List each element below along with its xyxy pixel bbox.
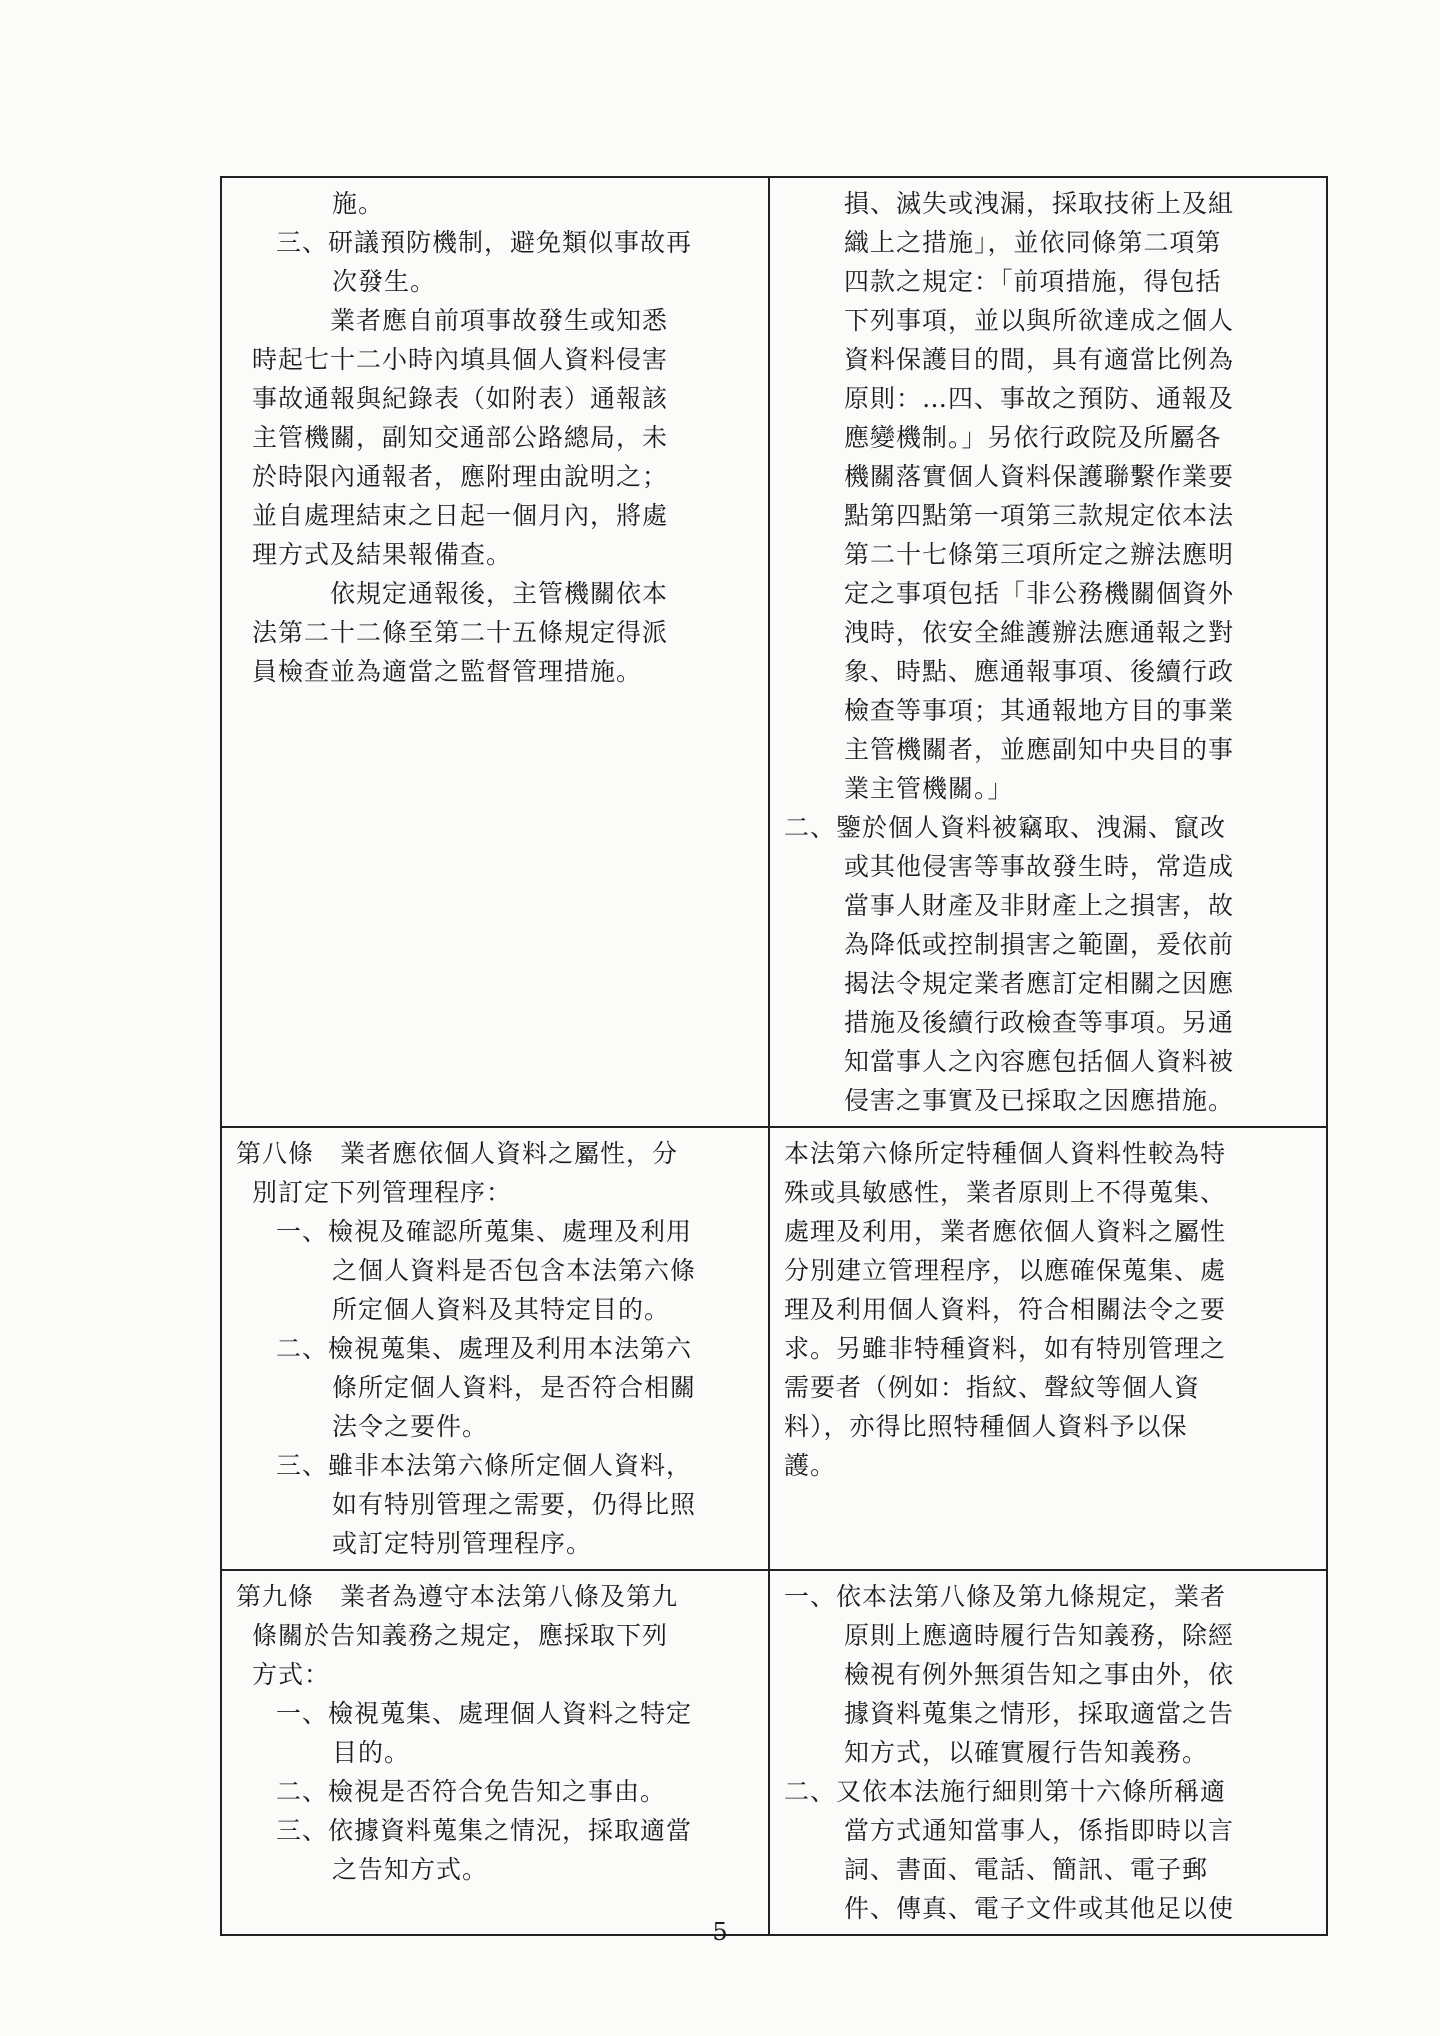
text-line: 時起七十二小時內填具個人資料侵害	[252, 345, 669, 374]
text-line: 檢視有例外無須告知之事由外，依	[844, 1660, 1235, 1689]
text-line: 或訂定特別管理程序。	[332, 1529, 593, 1558]
text-line: 條所定個人資料，是否符合相關	[332, 1373, 697, 1402]
text-line: 二、又依本法施行細則第十六條所稱適	[784, 1777, 1227, 1806]
text-line: 點第四點第一項第三款規定依本法	[844, 501, 1235, 530]
explanation-cell	[769, 1570, 1327, 1935]
text-line: 損、滅失或洩漏，採取技術上及組	[844, 189, 1235, 218]
text-line: 件、傳真、電子文件或其他足以使	[844, 1894, 1235, 1923]
text-line: 處理及利用，業者應依個人資料之屬性	[784, 1217, 1227, 1246]
text-line: 知方式，以確實履行告知義務。	[844, 1738, 1209, 1767]
text-line: 第二十七條第三項所定之辦法應明	[844, 540, 1235, 569]
text-line: 檢查等事項；其通報地方目的事業	[844, 696, 1235, 725]
text-line: 並自處理結束之日起一個月內，將處	[252, 501, 669, 530]
text-line: 之告知方式。	[332, 1855, 489, 1884]
text-line: 一、檢視及確認所蒐集、處理及利用	[276, 1217, 693, 1246]
text-line: 求。另雖非特種資料，如有特別管理之	[784, 1334, 1227, 1363]
text-line: 當事人財產及非財產上之損害，故	[844, 891, 1235, 920]
text-line: 方式：	[252, 1660, 331, 1689]
text-line: 揭法令規定業者應訂定相關之因應	[844, 969, 1235, 998]
text-line: 二、鑒於個人資料被竊取、洩漏、竄改	[784, 813, 1227, 842]
text-line: 三、雖非本法第六條所定個人資料，	[276, 1451, 693, 1480]
table-row	[221, 1127, 1327, 1570]
text-line: 機關落實個人資料保護聯繫作業要	[844, 462, 1235, 491]
text-line: 別訂定下列管理程序：	[252, 1178, 513, 1207]
text-line: 二、檢視蒐集、處理及利用本法第六	[276, 1334, 693, 1363]
text-line: 洩時，依安全維護辦法應通報之對	[844, 618, 1235, 647]
text-line: 本法第六條所定特種個人資料性較為特	[784, 1139, 1227, 1168]
text-line: 目的。	[332, 1738, 411, 1767]
text-line: 為降低或控制損害之範圍，爰依前	[844, 930, 1235, 959]
text-line: 依規定通報後，主管機關依本	[330, 579, 669, 608]
text-line: 知當事人之內容應包括個人資料被	[844, 1047, 1235, 1076]
text-line: 事故通報與紀錄表（如附表）通報該	[252, 384, 669, 413]
text-line: 條關於告知義務之規定，應採取下列	[252, 1621, 669, 1650]
text-line: 法第二十二條至第二十五條規定得派	[252, 618, 669, 647]
text-line: 需要者（例如：指紋、聲紋等個人資	[784, 1373, 1201, 1402]
text-line: 業者應自前項事故發生或知悉	[330, 306, 669, 335]
text-line: 或其他侵害等事故發生時，常造成	[844, 852, 1235, 881]
text-line: 如有特別管理之需要，仍得比照	[332, 1490, 697, 1519]
text-line: 侵害之事實及已採取之因應措施。	[844, 1086, 1235, 1115]
text-line: 四款之規定：「前項措施，得包括	[844, 267, 1222, 296]
text-line: 三、研議預防機制，避免類似事故再	[276, 228, 693, 257]
text-line: 殊或具敏感性，業者原則上不得蒐集、	[784, 1178, 1227, 1207]
text-line: 理方式及結果報備查。	[252, 540, 513, 569]
text-line: 當方式通知當事人，係指即時以言	[844, 1816, 1235, 1845]
table-row	[221, 177, 1327, 1127]
provision-cell	[221, 1570, 769, 1935]
text-line: 原則：…四、事故之預防、通報及	[844, 384, 1235, 413]
text-line: 料），亦得比照特種個人資料予以保	[784, 1412, 1188, 1441]
text-line: 主管機關，副知交通部公路總局，未	[252, 423, 669, 452]
text-line: 措施及後續行政檢查等事項。另通	[844, 1008, 1235, 1037]
text-line: 第九條 業者為遵守本法第八條及第九	[236, 1582, 679, 1611]
text-line: 護。	[784, 1451, 837, 1480]
text-line: 法令之要件。	[332, 1412, 489, 1441]
text-line: 二、檢視是否符合免告知之事由。	[276, 1777, 667, 1806]
text-line: 三、依據資料蒐集之情況，採取適當	[276, 1816, 693, 1845]
text-line: 施。	[332, 189, 385, 218]
provision-cell	[221, 177, 769, 1127]
text-line: 下列事項，並以與所欲達成之個人	[844, 306, 1235, 335]
table-row	[221, 1570, 1327, 1935]
text-line: 業主管機關。」	[844, 774, 1014, 803]
text-line: 分別建立管理程序，以應確保蒐集、處	[784, 1256, 1227, 1285]
text-line: 織上之措施」，並依同條第二項第	[844, 228, 1222, 257]
text-line: 詞、書面、電話、簡訊、電子郵	[844, 1855, 1209, 1884]
text-line: 應變機制。」另依行政院及所屬各	[844, 423, 1222, 452]
regulation-table	[220, 176, 1328, 1936]
text-line: 所定個人資料及其特定目的。	[332, 1295, 671, 1324]
explanation-cell	[769, 177, 1327, 1127]
text-line: 定之事項包括「非公務機關個資外	[844, 579, 1235, 608]
text-line: 員檢查並為適當之監督管理措施。	[252, 657, 643, 686]
text-line: 一、依本法第八條及第九條規定，業者	[784, 1582, 1227, 1611]
text-line: 象、時點、應通報事項、後續行政	[844, 657, 1235, 686]
text-line: 據資料蒐集之情形，採取適當之告	[844, 1699, 1235, 1728]
text-line: 資料保護目的間，具有適當比例為	[844, 345, 1235, 374]
page-number: 5	[712, 1918, 728, 1946]
text-line: 一、檢視蒐集、處理個人資料之特定	[276, 1699, 693, 1728]
text-line: 主管機關者，並應副知中央目的事	[844, 735, 1235, 764]
explanation-cell	[769, 1127, 1327, 1570]
text-line: 理及利用個人資料，符合相關法令之要	[784, 1295, 1227, 1324]
text-line: 於時限內通報者，應附理由說明之；	[252, 462, 669, 491]
text-line: 之個人資料是否包含本法第六條	[332, 1256, 697, 1285]
text-line: 原則上應適時履行告知義務，除經	[844, 1621, 1235, 1650]
text-line: 次發生。	[332, 267, 437, 296]
text-line: 第八條 業者應依個人資料之屬性，分	[236, 1139, 679, 1168]
provision-cell	[221, 1127, 769, 1570]
